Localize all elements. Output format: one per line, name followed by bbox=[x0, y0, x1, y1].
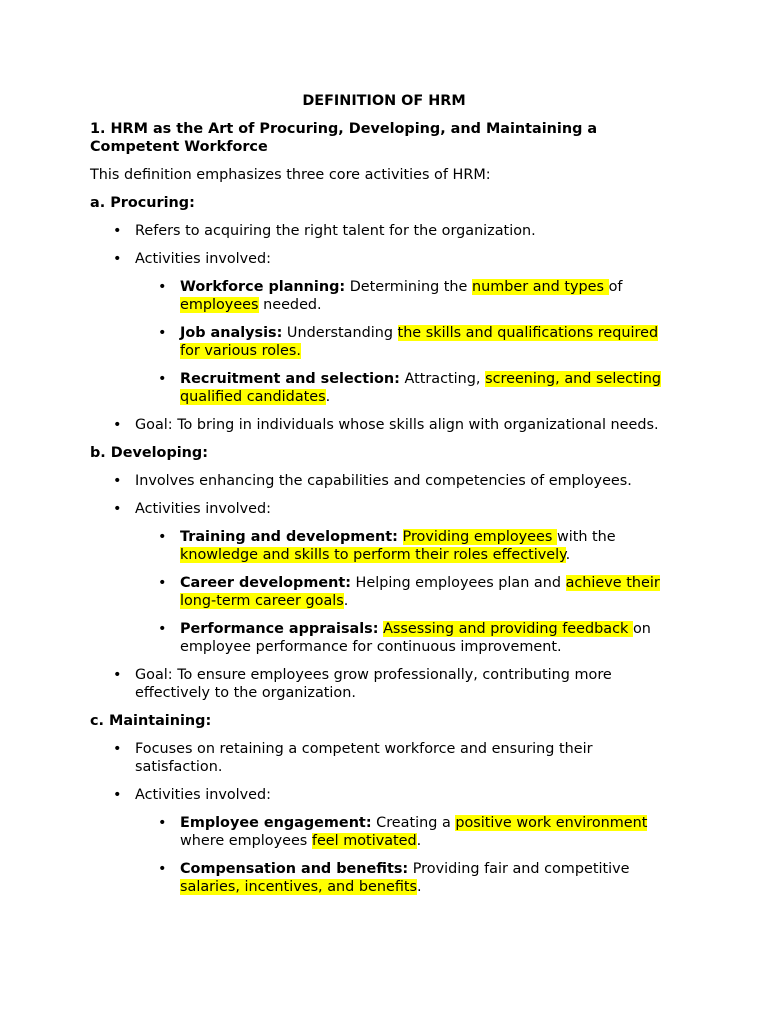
activity-term: Recruitment and selection: bbox=[180, 371, 400, 387]
developing-heading: b. Developing: bbox=[90, 445, 208, 461]
list-item: • Focuses on retaining a competent workforce and ensuring their satisfaction. bbox=[135, 740, 678, 776]
procuring-list bbox=[90, 222, 678, 434]
activity-term: Performance appraisals: bbox=[180, 621, 379, 637]
developing-list bbox=[90, 472, 678, 702]
activity-term: Job analysis: bbox=[180, 325, 283, 341]
activity-text: Determining the bbox=[345, 279, 472, 295]
highlighted-text: salaries, incentives, and benefits bbox=[180, 879, 418, 895]
activity-text: on employee performance for continuous improvement. bbox=[180, 621, 651, 655]
activity-text: . bbox=[325, 389, 331, 405]
activity-term: Career development: bbox=[180, 575, 351, 591]
list-item: • Goal: To ensure employees grow professionally, contributing more effectively to the organization. bbox=[135, 666, 678, 702]
highlighted-text: the skills and qualifications required for various roles. bbox=[180, 325, 659, 359]
activity-job-analysis bbox=[180, 324, 678, 360]
maintaining-activities-list bbox=[135, 814, 678, 896]
activity-training-development bbox=[180, 528, 678, 564]
activity-text: Providing fair and competitive bbox=[408, 861, 630, 877]
list-item-label: Activities involved: bbox=[135, 787, 272, 803]
highlighted-text: number and types bbox=[471, 279, 609, 295]
highlighted-text: positive work environment bbox=[455, 815, 648, 831]
activity-recruitment-selection bbox=[180, 370, 678, 406]
activity-text: with the bbox=[556, 529, 616, 545]
highlighted-text: knowledge and skills to perform their roles effectively bbox=[180, 547, 566, 563]
activity-term: Employee engagement: bbox=[180, 815, 372, 831]
activity-text: . bbox=[417, 879, 422, 895]
list-item bbox=[135, 250, 678, 406]
activity-text: . bbox=[416, 833, 422, 849]
activity-text: needed. bbox=[258, 297, 322, 313]
activity-employee-engagement bbox=[180, 814, 678, 850]
activity-performance-appraisals bbox=[180, 620, 678, 656]
section-heading: 1. HRM as the Art of Procuring, Developing, and Maintaining a Competent Workforce bbox=[90, 121, 598, 155]
activity-workforce-planning bbox=[180, 278, 678, 314]
developing-activities-list bbox=[135, 528, 678, 656]
list-item-label: Activities involved: bbox=[135, 251, 272, 267]
highlighted-text: screening, and selecting qualified candidates bbox=[180, 371, 661, 405]
procuring-heading: a. Procuring: bbox=[90, 195, 195, 211]
procuring-activities-list bbox=[135, 278, 678, 406]
list-item: • Refers to acquiring the right talent for the organization. bbox=[135, 222, 678, 240]
highlighted-text: employees bbox=[180, 297, 259, 313]
list-item: • Involves enhancing the capabilities and competencies of employees. bbox=[135, 472, 678, 490]
highlighted-text: Assessing and providing feedback bbox=[383, 621, 633, 637]
activity-text: of bbox=[608, 279, 623, 295]
maintaining-list bbox=[90, 740, 678, 896]
highlighted-text: feel motivated bbox=[311, 833, 417, 849]
list-item bbox=[135, 500, 678, 656]
list-item-label: Activities involved: bbox=[135, 501, 272, 517]
activity-text: . bbox=[565, 547, 571, 563]
intro-paragraph: This definition emphasizes three core activities of HRM: bbox=[90, 167, 491, 183]
activity-text: Helping employees plan and bbox=[350, 575, 566, 591]
activity-compensation-benefits bbox=[180, 860, 678, 896]
activity-term: Training and development: bbox=[180, 529, 398, 545]
highlighted-text: achieve their long-term career goals bbox=[180, 575, 660, 609]
document-title: DEFINITION OF HRM bbox=[302, 93, 466, 109]
activity-text: . bbox=[343, 593, 349, 609]
activity-term: Workforce planning: bbox=[180, 279, 346, 295]
activity-career-development bbox=[180, 574, 678, 610]
activity-term: Compensation and benefits: bbox=[180, 861, 409, 877]
maintaining-heading: c. Maintaining: bbox=[90, 713, 212, 729]
activity-text: Understanding bbox=[282, 325, 398, 341]
list-item: • Goal: To bring in individuals whose skills align with organizational needs. bbox=[135, 416, 678, 434]
activity-text bbox=[398, 529, 403, 545]
highlighted-text: Providing employees bbox=[402, 529, 557, 545]
list-item bbox=[135, 786, 678, 896]
activity-text: Creating a bbox=[371, 815, 456, 831]
activity-text: Attracting, bbox=[399, 371, 486, 387]
activity-text: where employees bbox=[180, 833, 312, 849]
